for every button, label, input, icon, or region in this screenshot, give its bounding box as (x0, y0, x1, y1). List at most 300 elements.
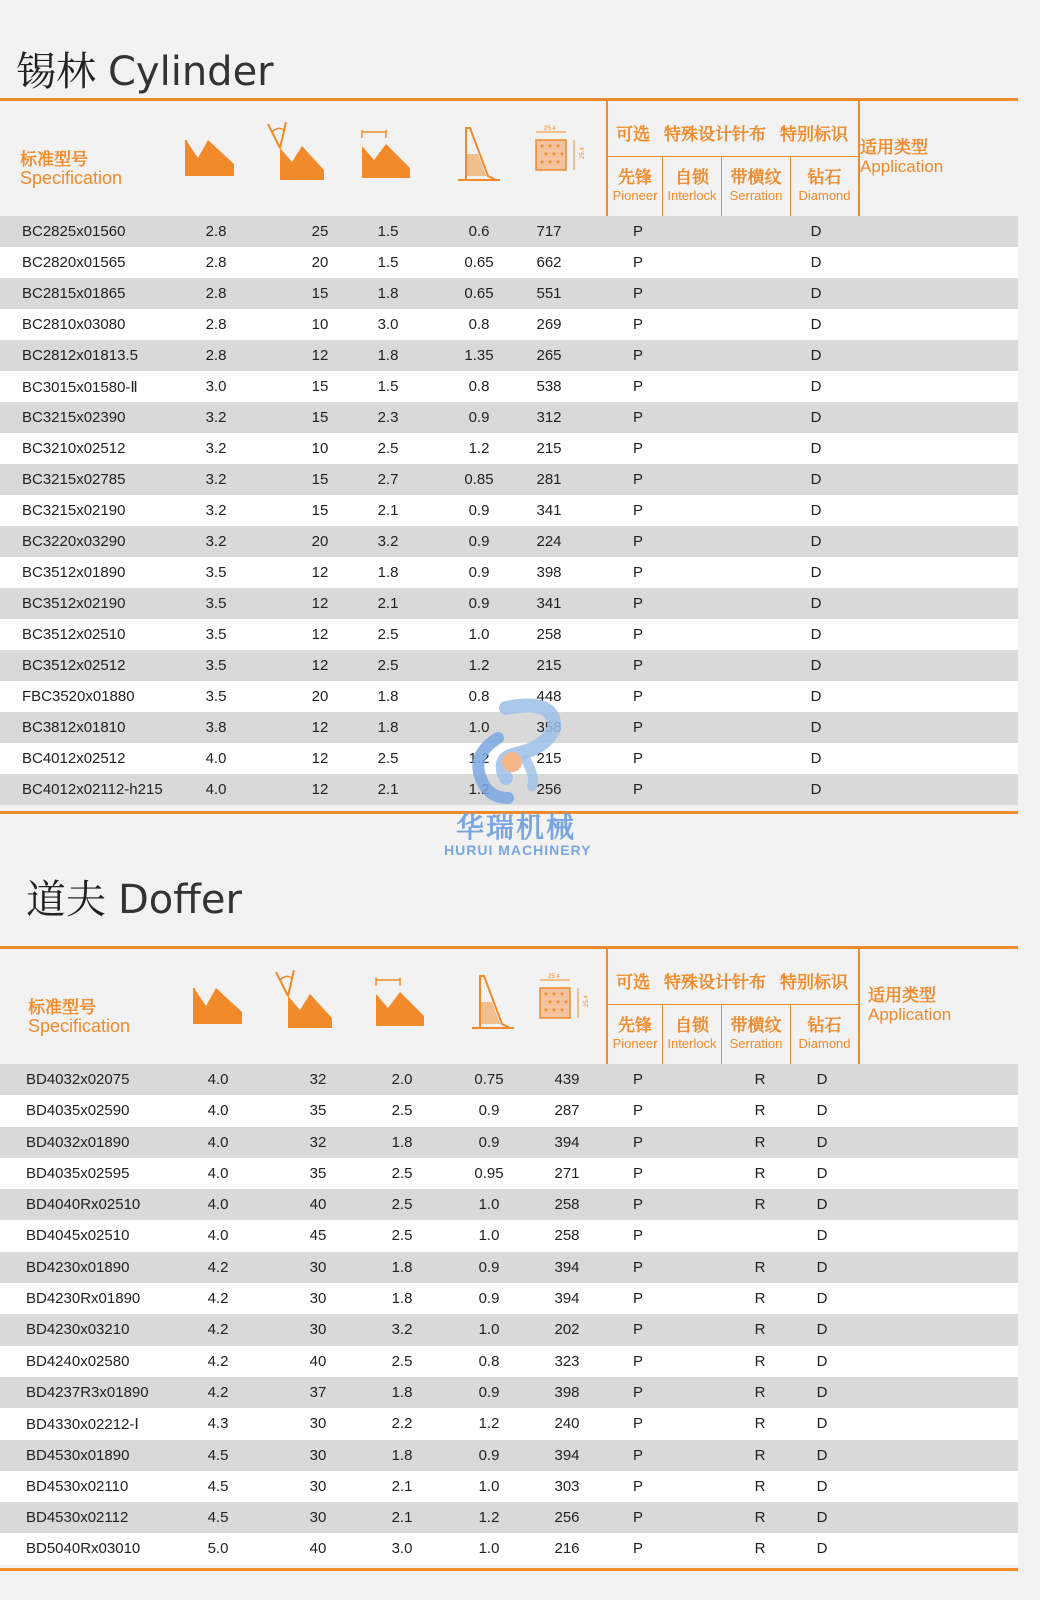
diamond-cell: D (816, 1352, 828, 1370)
diamond-cell: D (810, 657, 822, 674)
table-row (0, 433, 1018, 464)
options-top-row (608, 100, 858, 157)
tip-width-icon (440, 118, 510, 188)
pitch-cell: 2.2 (391, 1415, 413, 1433)
table-header (0, 100, 1018, 216)
diamond-cell: D (810, 223, 822, 240)
tooth-height-cell: 4.2 (207, 1383, 229, 1401)
table-row (0, 1095, 1018, 1126)
serration-cell: R (754, 1258, 766, 1276)
tooth-angle-cell: 30 (309, 1477, 327, 1495)
pitch-cell: 2.5 (391, 1102, 413, 1120)
point-density-cell: 240 (554, 1415, 580, 1433)
interlock-header (663, 157, 721, 216)
table-row (0, 588, 1018, 619)
pioneer-cell: P (632, 378, 643, 395)
tooth-angle-cell: 25 (311, 223, 329, 240)
diamond-cell: D (810, 781, 822, 798)
diamond-cell: D (810, 750, 822, 767)
serration-cell: R (754, 1071, 766, 1088)
diamond-cell: D (816, 1509, 828, 1527)
tooth-height-cell: 4.2 (207, 1290, 229, 1308)
table-row (0, 619, 1018, 650)
point-density-cell: 216 (554, 1540, 580, 1558)
diamond-cell: D (810, 564, 822, 581)
diamond-cell: D (816, 1540, 828, 1558)
pioneer-cell: P (632, 502, 643, 519)
tooth-angle-cell: 10 (311, 440, 329, 457)
tooth-height-cell: 3.5 (205, 688, 227, 705)
tip-width-cell: 1.35 (464, 347, 494, 364)
spec-cell: BC2815x01865 (22, 285, 126, 302)
diamond-cell: D (816, 1383, 828, 1401)
pioneer-cell: P (632, 564, 643, 581)
tooth-height-cell: 2.8 (205, 285, 227, 302)
optional-label: 可选 (616, 973, 650, 992)
point-density-cell: 551 (536, 285, 562, 302)
point-density-cell: 281 (536, 471, 562, 488)
spec-cell: BD4032x02075 (26, 1071, 130, 1088)
table-row (0, 1252, 1018, 1283)
tip-width-cell: 0.65 (464, 254, 494, 271)
diamond-cell: D (816, 1258, 828, 1276)
spec-cell: BC3015x01580-Ⅱ (22, 379, 138, 396)
point-density-cell: 341 (536, 502, 562, 519)
tooth-angle-icon (262, 118, 332, 188)
tip-width-cell: 0.6 (468, 223, 490, 240)
optional-label: 可选 (616, 125, 650, 144)
diamond-cell: D (816, 1164, 828, 1182)
tooth-angle-cell: 15 (311, 471, 329, 488)
pioneer-en: Pioneer (612, 188, 658, 203)
pitch-icon (364, 966, 434, 1036)
point-density-cell: 398 (536, 564, 562, 581)
spec-label (28, 998, 130, 1036)
spec-cell: BC2820x01565 (22, 254, 126, 271)
interlock-en: Interlock (667, 188, 717, 203)
point-density-cell: 398 (554, 1383, 580, 1401)
pioneer-cell: P (632, 285, 643, 302)
tip-width-cell: 0.8 (478, 1352, 500, 1370)
spec-cell: BC3215x02190 (22, 502, 126, 519)
pitch-cell: 2.5 (377, 750, 399, 767)
tip-width-cell: 0.9 (468, 595, 490, 612)
serration-cell: R (754, 1415, 766, 1433)
tooth-angle-cell: 12 (311, 781, 329, 798)
pioneer-cell: P (632, 1164, 643, 1182)
point-density-cell: 448 (536, 688, 562, 705)
spec-cell: BD4032x01890 (26, 1133, 130, 1151)
tooth-angle-cell: 32 (309, 1071, 327, 1088)
tooth-angle-cell: 40 (309, 1196, 327, 1214)
tooth-height-cell: 3.5 (205, 657, 227, 674)
pitch-cell: 1.8 (391, 1258, 413, 1276)
spec-cell: BC3512x01890 (22, 564, 126, 581)
tip-width-cell: 0.9 (478, 1102, 500, 1120)
table-row (0, 1440, 1018, 1471)
tip-width-cell: 0.65 (464, 285, 494, 302)
table-row (0, 1283, 1018, 1314)
tooth-height-cell: 2.8 (205, 347, 227, 364)
spec-cell: BD5040Rx03010 (26, 1540, 141, 1558)
section-title-cylinder (16, 40, 274, 97)
point-density-cell: 394 (554, 1446, 580, 1464)
spec-cell: BC3512x02512 (22, 657, 126, 674)
spec-cell: BC3512x02510 (22, 626, 126, 643)
tooth-angle-cell: 37 (309, 1383, 327, 1401)
table-row (0, 371, 1018, 402)
spec-cell: BD4040Rx02510 (26, 1196, 141, 1214)
point-density-cell: 394 (554, 1290, 580, 1308)
pioneer-cell: P (632, 1509, 643, 1527)
table-row (0, 1471, 1018, 1502)
spec-cell: BD4035x02590 (26, 1102, 130, 1120)
spec-cell: BD4530x02110 (26, 1477, 129, 1495)
tip-width-cell: 0.8 (468, 688, 490, 705)
table-row (0, 1408, 1018, 1439)
tip-width-cell: 0.85 (464, 471, 494, 488)
table-row (0, 247, 1018, 278)
pitch-cell: 2.5 (391, 1164, 413, 1182)
spec-cell: BC3215x02390 (22, 409, 126, 426)
pioneer-cell: P (632, 750, 643, 767)
diamond-cell: D (810, 316, 822, 333)
pitch-cell: 1.5 (377, 223, 399, 240)
serration-header (722, 157, 790, 216)
application-zh: 适用类型 (868, 986, 936, 1005)
pioneer-cell: P (632, 1196, 643, 1214)
section-title-doffer (26, 868, 242, 925)
pioneer-cell: P (632, 1102, 643, 1120)
pitch-cell: 2.1 (391, 1477, 413, 1495)
point-density-icon (526, 966, 596, 1036)
point-density-cell: 439 (554, 1071, 580, 1088)
pitch-cell: 1.8 (391, 1290, 413, 1308)
serration-cell: R (754, 1383, 766, 1401)
options-header (606, 948, 860, 1064)
diamond-cell: D (816, 1071, 828, 1088)
tooth-angle-cell: 12 (311, 595, 329, 612)
point-density-cell: 265 (536, 347, 562, 364)
table-row (0, 464, 1018, 495)
diamond-cell: D (810, 347, 822, 364)
diamond-zh: 钻石 (807, 168, 842, 187)
pitch-cell: 1.5 (377, 378, 399, 395)
table-row (0, 557, 1018, 588)
diamond-cell: D (810, 688, 822, 705)
diamond-cell: D (810, 285, 822, 302)
pioneer-cell: P (632, 409, 643, 426)
pioneer-cell: P (632, 626, 643, 643)
tip-width-cell: 0.9 (478, 1290, 500, 1308)
tooth-angle-cell: 12 (311, 347, 329, 364)
pioneer-cell: P (632, 1258, 643, 1276)
tooth-height-cell: 4.0 (207, 1133, 229, 1151)
tooth-angle-cell: 30 (309, 1415, 327, 1433)
spec-cell: BC3210x02512 (22, 440, 126, 457)
pitch-cell: 2.1 (377, 502, 399, 519)
point-density-cell: 258 (554, 1196, 580, 1214)
tip-width-cell: 0.8 (468, 316, 490, 333)
pitch-cell: 2.1 (391, 1509, 413, 1527)
diamond-zh: 钻石 (807, 1016, 842, 1035)
tip-width-cell: 1.2 (468, 781, 490, 798)
dim-a-label: 25.4 (544, 126, 556, 132)
spec-cell: BD4237R3x01890 (26, 1383, 149, 1401)
serration-cell: R (754, 1290, 766, 1308)
pioneer-cell: P (632, 719, 643, 736)
tooth-angle-cell: 12 (311, 750, 329, 767)
tooth-height-cell: 3.0 (205, 378, 227, 395)
tooth-height-cell: 2.8 (205, 223, 227, 240)
tooth-height-icon (178, 118, 248, 188)
point-density-cell: 358 (536, 719, 562, 736)
serration-cell: R (754, 1133, 766, 1151)
tooth-height-cell: 4.2 (207, 1258, 229, 1276)
tooth-height-cell: 4.0 (207, 1071, 229, 1088)
watermark-zh: 华瑞机械 (456, 812, 577, 843)
point-density-cell: 224 (536, 533, 562, 550)
tooth-angle-cell: 40 (309, 1540, 327, 1558)
pitch-cell: 3.0 (391, 1540, 413, 1558)
tooth-height-cell: 2.8 (205, 254, 227, 271)
diamond-en: Diamond (798, 188, 851, 203)
spec-cell: BC3812x01810 (22, 719, 126, 736)
pioneer-cell: P (632, 1071, 643, 1088)
tooth-angle-cell: 40 (309, 1352, 327, 1370)
pioneer-cell: P (632, 223, 643, 240)
tooth-angle-cell: 35 (309, 1102, 327, 1120)
pioneer-cell: P (632, 1321, 643, 1339)
spec-label-zh: 标准型号 (28, 998, 96, 1017)
title-en: Cylinder (108, 49, 274, 95)
spec-cell: BD4035x02595 (26, 1164, 130, 1182)
spec-label (20, 150, 122, 188)
tooth-height-cell: 4.0 (207, 1196, 229, 1214)
tooth-angle-cell: 30 (309, 1321, 327, 1339)
spec-cell: BD4530x02112 (26, 1509, 129, 1527)
serration-zh: 带横纹 (730, 1016, 782, 1035)
diamond-cell: D (810, 626, 822, 643)
serration-cell: R (754, 1446, 766, 1464)
table-row (0, 1314, 1018, 1345)
tooth-angle-cell: 30 (309, 1258, 327, 1276)
pitch-cell: 1.5 (377, 254, 399, 271)
pioneer-en: Pioneer (612, 1036, 658, 1051)
tip-width-cell: 1.0 (468, 626, 490, 643)
diamond-cell: D (810, 502, 822, 519)
point-density-cell: 287 (554, 1102, 580, 1120)
tooth-height-cell: 5.0 (207, 1540, 229, 1558)
special-mark-label: 特别标识 (780, 973, 848, 992)
point-density-cell: 717 (536, 223, 562, 240)
pioneer-zh: 先锋 (618, 168, 652, 187)
tooth-height-cell: 3.8 (205, 719, 227, 736)
special-design-label: 特殊设计针布 (664, 973, 766, 992)
tooth-height-cell: 4.0 (207, 1227, 229, 1245)
tooth-angle-cell: 12 (311, 657, 329, 674)
tooth-height-cell: 4.0 (207, 1164, 229, 1182)
title-en: Doffer (118, 877, 242, 923)
tooth-height-cell: 4.0 (205, 750, 227, 767)
point-density-cell: 256 (554, 1509, 580, 1527)
interlock-zh: 自锁 (675, 1016, 709, 1035)
pioneer-cell: P (632, 688, 643, 705)
tip-width-cell: 1.2 (478, 1509, 500, 1527)
table-row (0, 309, 1018, 340)
application-label (868, 986, 951, 1024)
pioneer-cell: P (632, 1446, 643, 1464)
application-en: Application (860, 157, 944, 176)
interlock-en: Interlock (667, 1036, 717, 1051)
pioneer-cell: P (632, 347, 643, 364)
pitch-cell: 1.8 (377, 564, 399, 581)
spec-cell: BD4230Rx01890 (26, 1290, 141, 1308)
point-density-cell: 215 (536, 750, 562, 767)
table-row (0, 526, 1018, 557)
pitch-cell: 1.8 (377, 688, 399, 705)
point-density-cell: 662 (536, 254, 562, 271)
tip-width-cell: 0.9 (468, 533, 490, 550)
serration-cell: R (754, 1509, 766, 1527)
pioneer-cell: P (632, 657, 643, 674)
table-row (0, 495, 1018, 526)
pioneer-cell: P (632, 1227, 643, 1245)
tooth-height-cell: 3.5 (205, 626, 227, 643)
interlock-header (663, 1005, 721, 1064)
serration-cell: R (754, 1477, 766, 1495)
tip-width-cell: 1.0 (478, 1196, 500, 1214)
table-row (0, 1377, 1018, 1408)
diamond-cell: D (810, 378, 822, 395)
serration-cell: R (754, 1164, 766, 1182)
pitch-cell: 2.5 (391, 1227, 413, 1245)
table-row (0, 340, 1018, 371)
point-density-cell: 256 (536, 781, 562, 798)
tooth-angle-cell: 15 (311, 502, 329, 519)
application-en: Application (868, 1005, 952, 1024)
tooth-height-cell: 4.2 (207, 1321, 229, 1339)
pitch-cell: 2.5 (377, 657, 399, 674)
pitch-cell: 3.0 (377, 316, 399, 333)
spec-cell: BC2810x03080 (22, 316, 126, 333)
diamond-cell: D (816, 1477, 828, 1495)
tip-width-cell: 1.0 (478, 1321, 500, 1339)
tooth-height-cell: 4.0 (207, 1102, 229, 1120)
point-density-cell: 258 (536, 626, 562, 643)
tip-width-cell: 1.0 (478, 1540, 500, 1558)
pioneer-cell: P (632, 533, 643, 550)
pioneer-cell: P (632, 1383, 643, 1401)
tooth-height-cell: 3.5 (205, 595, 227, 612)
dim-b-label: 25.4 (580, 147, 586, 159)
table-header (0, 948, 1018, 1064)
pitch-cell: 1.8 (377, 347, 399, 364)
pioneer-cell: P (632, 471, 643, 488)
tooth-height-cell: 3.2 (205, 502, 227, 519)
pioneer-cell: P (632, 1352, 643, 1370)
tooth-height-cell: 3.2 (205, 409, 227, 426)
serration-en: Serration (729, 188, 783, 203)
tip-width-cell: 0.9 (478, 1446, 500, 1464)
point-density-cell: 394 (554, 1258, 580, 1276)
doffer-table-body (0, 1064, 1018, 1565)
serration-header (722, 1005, 790, 1064)
tooth-angle-cell: 15 (311, 409, 329, 426)
tooth-angle-cell: 10 (311, 316, 329, 333)
point-density-cell: 269 (536, 316, 562, 333)
diamond-en: Diamond (798, 1036, 851, 1051)
spec-cell: BD4045x02510 (26, 1227, 130, 1245)
pitch-cell: 1.8 (391, 1383, 413, 1401)
special-design-label: 特殊设计针布 (664, 125, 766, 144)
diamond-cell: D (816, 1227, 828, 1245)
options-header (606, 100, 860, 216)
table-row (0, 1127, 1018, 1158)
pitch-cell: 1.8 (377, 285, 399, 302)
diamond-cell: D (810, 471, 822, 488)
diamond-cell: D (810, 533, 822, 550)
diamond-cell: D (816, 1446, 828, 1464)
pitch-cell: 2.5 (391, 1196, 413, 1214)
spec-cell: BC4012x02112-h215 (22, 781, 163, 798)
pioneer-cell: P (632, 1477, 643, 1495)
tooth-angle-cell: 20 (311, 533, 329, 550)
tip-width-cell: 1.2 (468, 440, 490, 457)
point-density-cell: 323 (554, 1352, 580, 1370)
point-density-cell: 258 (554, 1227, 580, 1245)
table-row (0, 216, 1018, 247)
spec-label-en: Specification (28, 1016, 131, 1036)
serration-zh: 带横纹 (730, 168, 782, 187)
title-zh: 道夫 (26, 877, 106, 923)
pitch-cell: 3.2 (391, 1321, 413, 1339)
point-density-cell: 215 (536, 657, 562, 674)
pioneer-header (608, 1005, 662, 1064)
spec-cell: BC2825x01560 (22, 223, 126, 240)
tooth-height-cell: 4.2 (207, 1352, 229, 1370)
tip-width-cell: 1.2 (468, 657, 490, 674)
application-label (860, 138, 943, 176)
pitch-cell: 2.5 (391, 1352, 413, 1370)
diamond-cell: D (816, 1133, 828, 1151)
tooth-angle-cell: 20 (311, 254, 329, 271)
tip-width-icon (454, 966, 524, 1036)
pioneer-cell: P (632, 254, 643, 271)
diamond-cell: D (810, 409, 822, 426)
serration-cell: R (754, 1352, 766, 1370)
pitch-cell: 2.1 (377, 781, 399, 798)
point-density-cell: 312 (536, 409, 562, 426)
pitch-cell: 2.3 (377, 409, 399, 426)
tooth-angle-cell: 30 (309, 1290, 327, 1308)
pitch-icon (350, 118, 420, 188)
diamond-cell: D (810, 595, 822, 612)
pioneer-header (608, 157, 662, 216)
pitch-cell: 2.5 (377, 626, 399, 643)
diamond-header (791, 157, 858, 216)
diamond-cell: D (816, 1196, 828, 1214)
point-density-cell: 215 (536, 440, 562, 457)
pioneer-cell: P (632, 1415, 643, 1433)
diamond-cell: D (816, 1321, 828, 1339)
tooth-height-cell: 2.8 (205, 316, 227, 333)
tooth-height-cell: 4.5 (207, 1509, 229, 1527)
tooth-height-cell: 3.2 (205, 533, 227, 550)
diamond-cell: D (816, 1290, 828, 1308)
diamond-cell: D (810, 440, 822, 457)
table-bottom-rule (0, 1568, 1018, 1571)
